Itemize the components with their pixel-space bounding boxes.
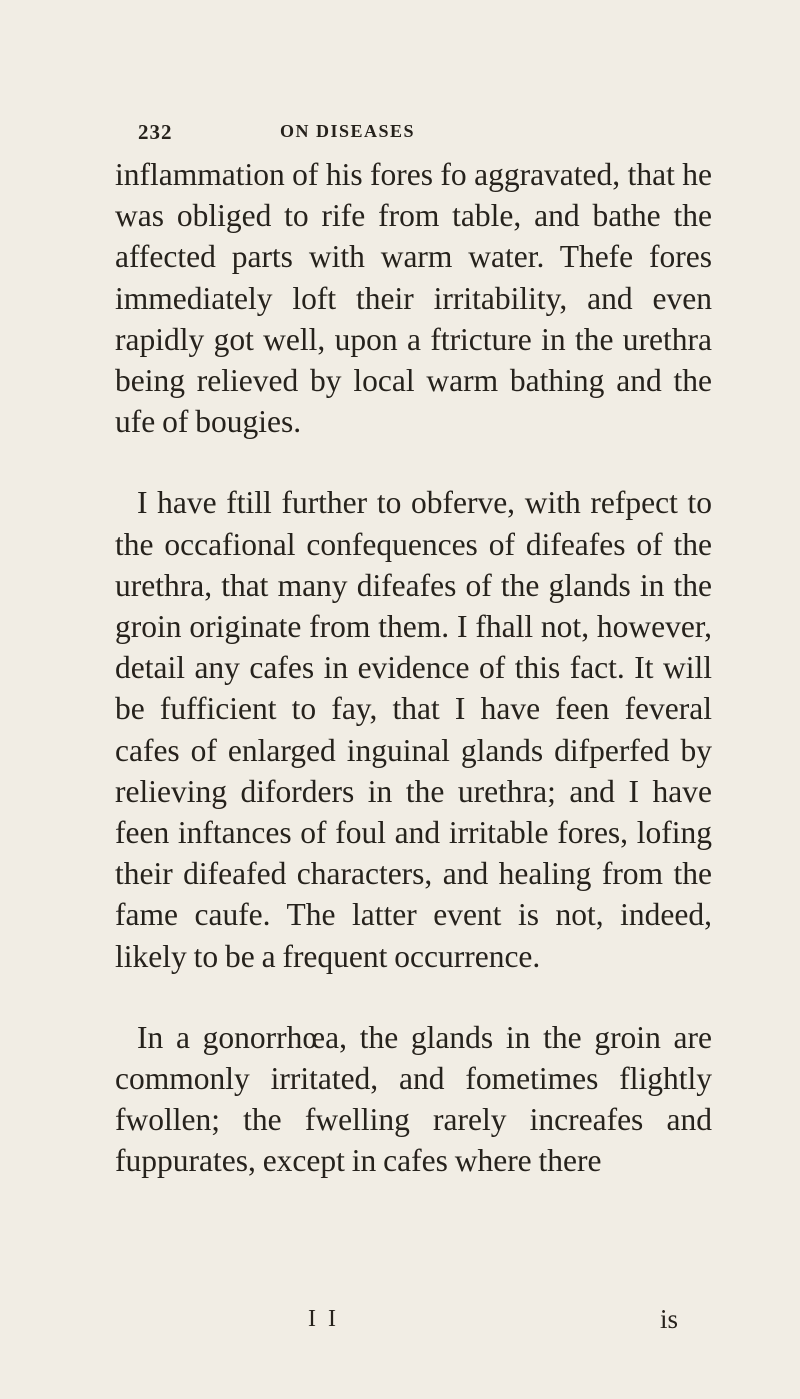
catchword: is <box>659 1304 678 1334</box>
paragraph: I have ftill further to obferve, with refpect to the occafional confequences of difeafes of the urethra, that many difeafes of the glands in the groin originate from them. I fhall not, however, detail any cafes in evidence of this fact. It will be fufficient to fay, that I have feen feveral cafes of enlarged inguinal glands difperfed by relieving diforders in the urethra; and I have feen inftances of foul and irritable fores, lofing their difeafed characters, and healing from the fame caufe. The latter event is not, indeed, likely to be a frequent occurrence. <box>115 485 712 974</box>
signature-mark: I I <box>308 1306 339 1332</box>
body-text <box>115 154 712 1182</box>
running-head <box>138 120 698 150</box>
paragraph: In a gonorrhœa, the glands in the groin are commonly irritated, and fometimes flightly fwollen; the fwelling rarely increafes and fuppurates, except in cafes where there <box>115 1019 712 1179</box>
page-number: 232 <box>138 120 173 144</box>
paragraph-continued: inflammation of his fores fo aggravated, that he was obliged to rife from table, and bathe the affected parts with warm water. Thefe fores immediately loft their irritability, and even rapidly got well, upon a ftricture in the urethra being relieved by local warm bathing and the ufe of bougies. <box>115 157 712 440</box>
page-footer <box>308 1306 678 1336</box>
running-title: ON DISEASES <box>280 121 416 141</box>
